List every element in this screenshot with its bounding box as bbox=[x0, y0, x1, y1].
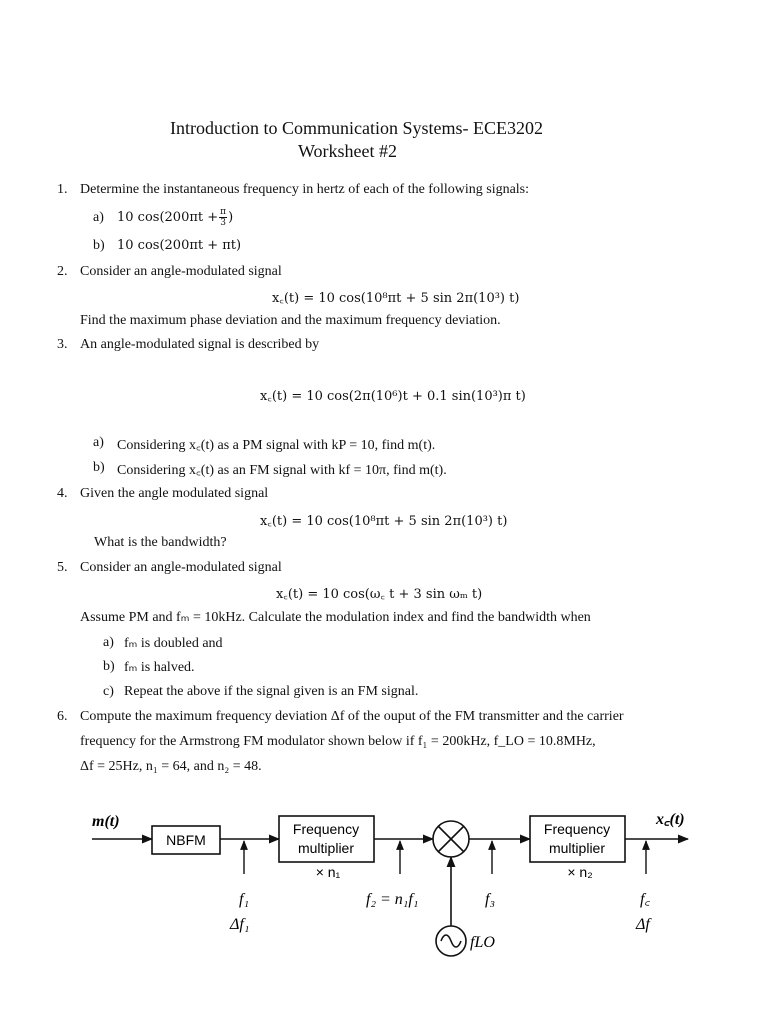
delta-f-label: Δf bbox=[636, 916, 650, 933]
delta-f1-label: Δf₁ bbox=[230, 916, 250, 933]
input-label: m(t) bbox=[92, 813, 120, 830]
q2-follow-text: Find the maximum phase deviation and the maximum frequency deviation. bbox=[80, 313, 501, 328]
f3-label: f₃ bbox=[485, 891, 496, 908]
q5-c-text: Repeat the above if the signal given is an FM signal. bbox=[124, 684, 419, 699]
multiplier1-label-line1: Frequency bbox=[292, 821, 360, 837]
q5-b-text: fₘ is halved. bbox=[124, 660, 195, 675]
q3-number: 3. bbox=[57, 337, 68, 352]
q1-a-label: a) bbox=[93, 210, 104, 225]
q3-a-label: a) bbox=[93, 435, 104, 450]
q4-number: 4. bbox=[57, 486, 68, 501]
q5-number: 5. bbox=[57, 560, 68, 575]
q1-number: 1. bbox=[57, 182, 68, 197]
nbfm-label: NBFM bbox=[166, 832, 206, 848]
multiplier2-label-line2: multiplier bbox=[548, 840, 606, 856]
q3-b-text: Considering x꜀(t) as an FM signal with kf = 10π, find m(t). bbox=[117, 463, 447, 478]
q2-text: Consider an angle-modulated signal bbox=[80, 264, 282, 279]
q4-equation: x꜀(t) = 10 cos(10⁸πt + 5 sin 2π(10³) t) bbox=[260, 514, 508, 529]
flo-label: fLO bbox=[470, 934, 495, 951]
worksheet-subtitle: Worksheet #2 bbox=[298, 141, 398, 161]
q6-number: 6. bbox=[57, 709, 68, 724]
q1-a-expression: 10 cos(200πt + $\frac{\pi}{3}$ ) bbox=[117, 207, 234, 228]
multiplier2-label-line1: Frequency bbox=[543, 821, 611, 837]
q5-b-label: b) bbox=[103, 659, 115, 674]
q5-a-text: fₘ is doubled and bbox=[124, 636, 223, 651]
q5-follow-text: Assume PM and fₘ = 10kHz. Calculate the modulation index and find the bandwidth when bbox=[80, 610, 591, 625]
q3-b-label: b) bbox=[93, 460, 105, 475]
f2-label: f₂ = n₁f₁ bbox=[366, 891, 419, 908]
q3-equation: x꜀(t) = 10 cos(2π(10⁶)t + 0.1 sin(10³)π t) bbox=[260, 389, 526, 404]
q1-text: Determine the instantaneous frequency in hertz of each of the following signals: bbox=[80, 182, 530, 197]
multiplier1-label-line2: multiplier bbox=[297, 840, 355, 856]
multiplier1-factor: × n₁ bbox=[315, 864, 341, 880]
q6-line-3: Δf = 25Hz, n₁ = 64, and n₂ = 48. bbox=[80, 759, 262, 774]
q5-a-label: a) bbox=[103, 635, 114, 650]
q1-b-expression: 10 cos(200πt + πt) bbox=[117, 238, 242, 253]
q6-line-1: Compute the maximum frequency deviation Δf of the ouput of the FM transmitter and the carrier bbox=[80, 709, 624, 724]
oscillator-icon bbox=[436, 926, 466, 956]
q4-follow-text: What is the bandwidth? bbox=[94, 535, 227, 550]
mixer-icon bbox=[433, 821, 469, 857]
pi-over-3-fraction: $\frac{\pi}{3}$ bbox=[220, 207, 227, 228]
multiplier2-factor: × n₂ bbox=[567, 864, 593, 880]
q5-text: Consider an angle-modulated signal bbox=[80, 560, 282, 575]
q3-a-text: Considering x꜀(t) as a PM signal with kP = 10, find m(t). bbox=[117, 438, 436, 453]
f1-label: f₁ bbox=[239, 891, 250, 908]
q5-equation: x꜀(t) = 10 cos(ω꜀ t + 3 sin ωₘ t) bbox=[276, 587, 483, 602]
q5-c-label: c) bbox=[103, 684, 114, 699]
q3-text: An angle-modulated signal is described by bbox=[80, 337, 320, 352]
page-title: Introduction to Communication Systems- ECE3202 bbox=[170, 118, 543, 138]
q4-text: Given the angle modulated signal bbox=[80, 486, 269, 501]
fc-label: f꜀ bbox=[640, 891, 650, 908]
armstrong-fm-diagram bbox=[0, 784, 768, 1024]
q2-number: 2. bbox=[57, 264, 68, 279]
output-label: x꜀(t) bbox=[656, 811, 685, 828]
q2-equation: x꜀(t) = 10 cos(10⁸πt + 5 sin 2π(10³) t) bbox=[272, 291, 520, 306]
q6-line-2: frequency for the Armstrong FM modulator shown below if f₁ = 200kHz, f_LO = 10.8MHz, bbox=[80, 734, 596, 749]
q1-b-label: b) bbox=[93, 238, 105, 253]
